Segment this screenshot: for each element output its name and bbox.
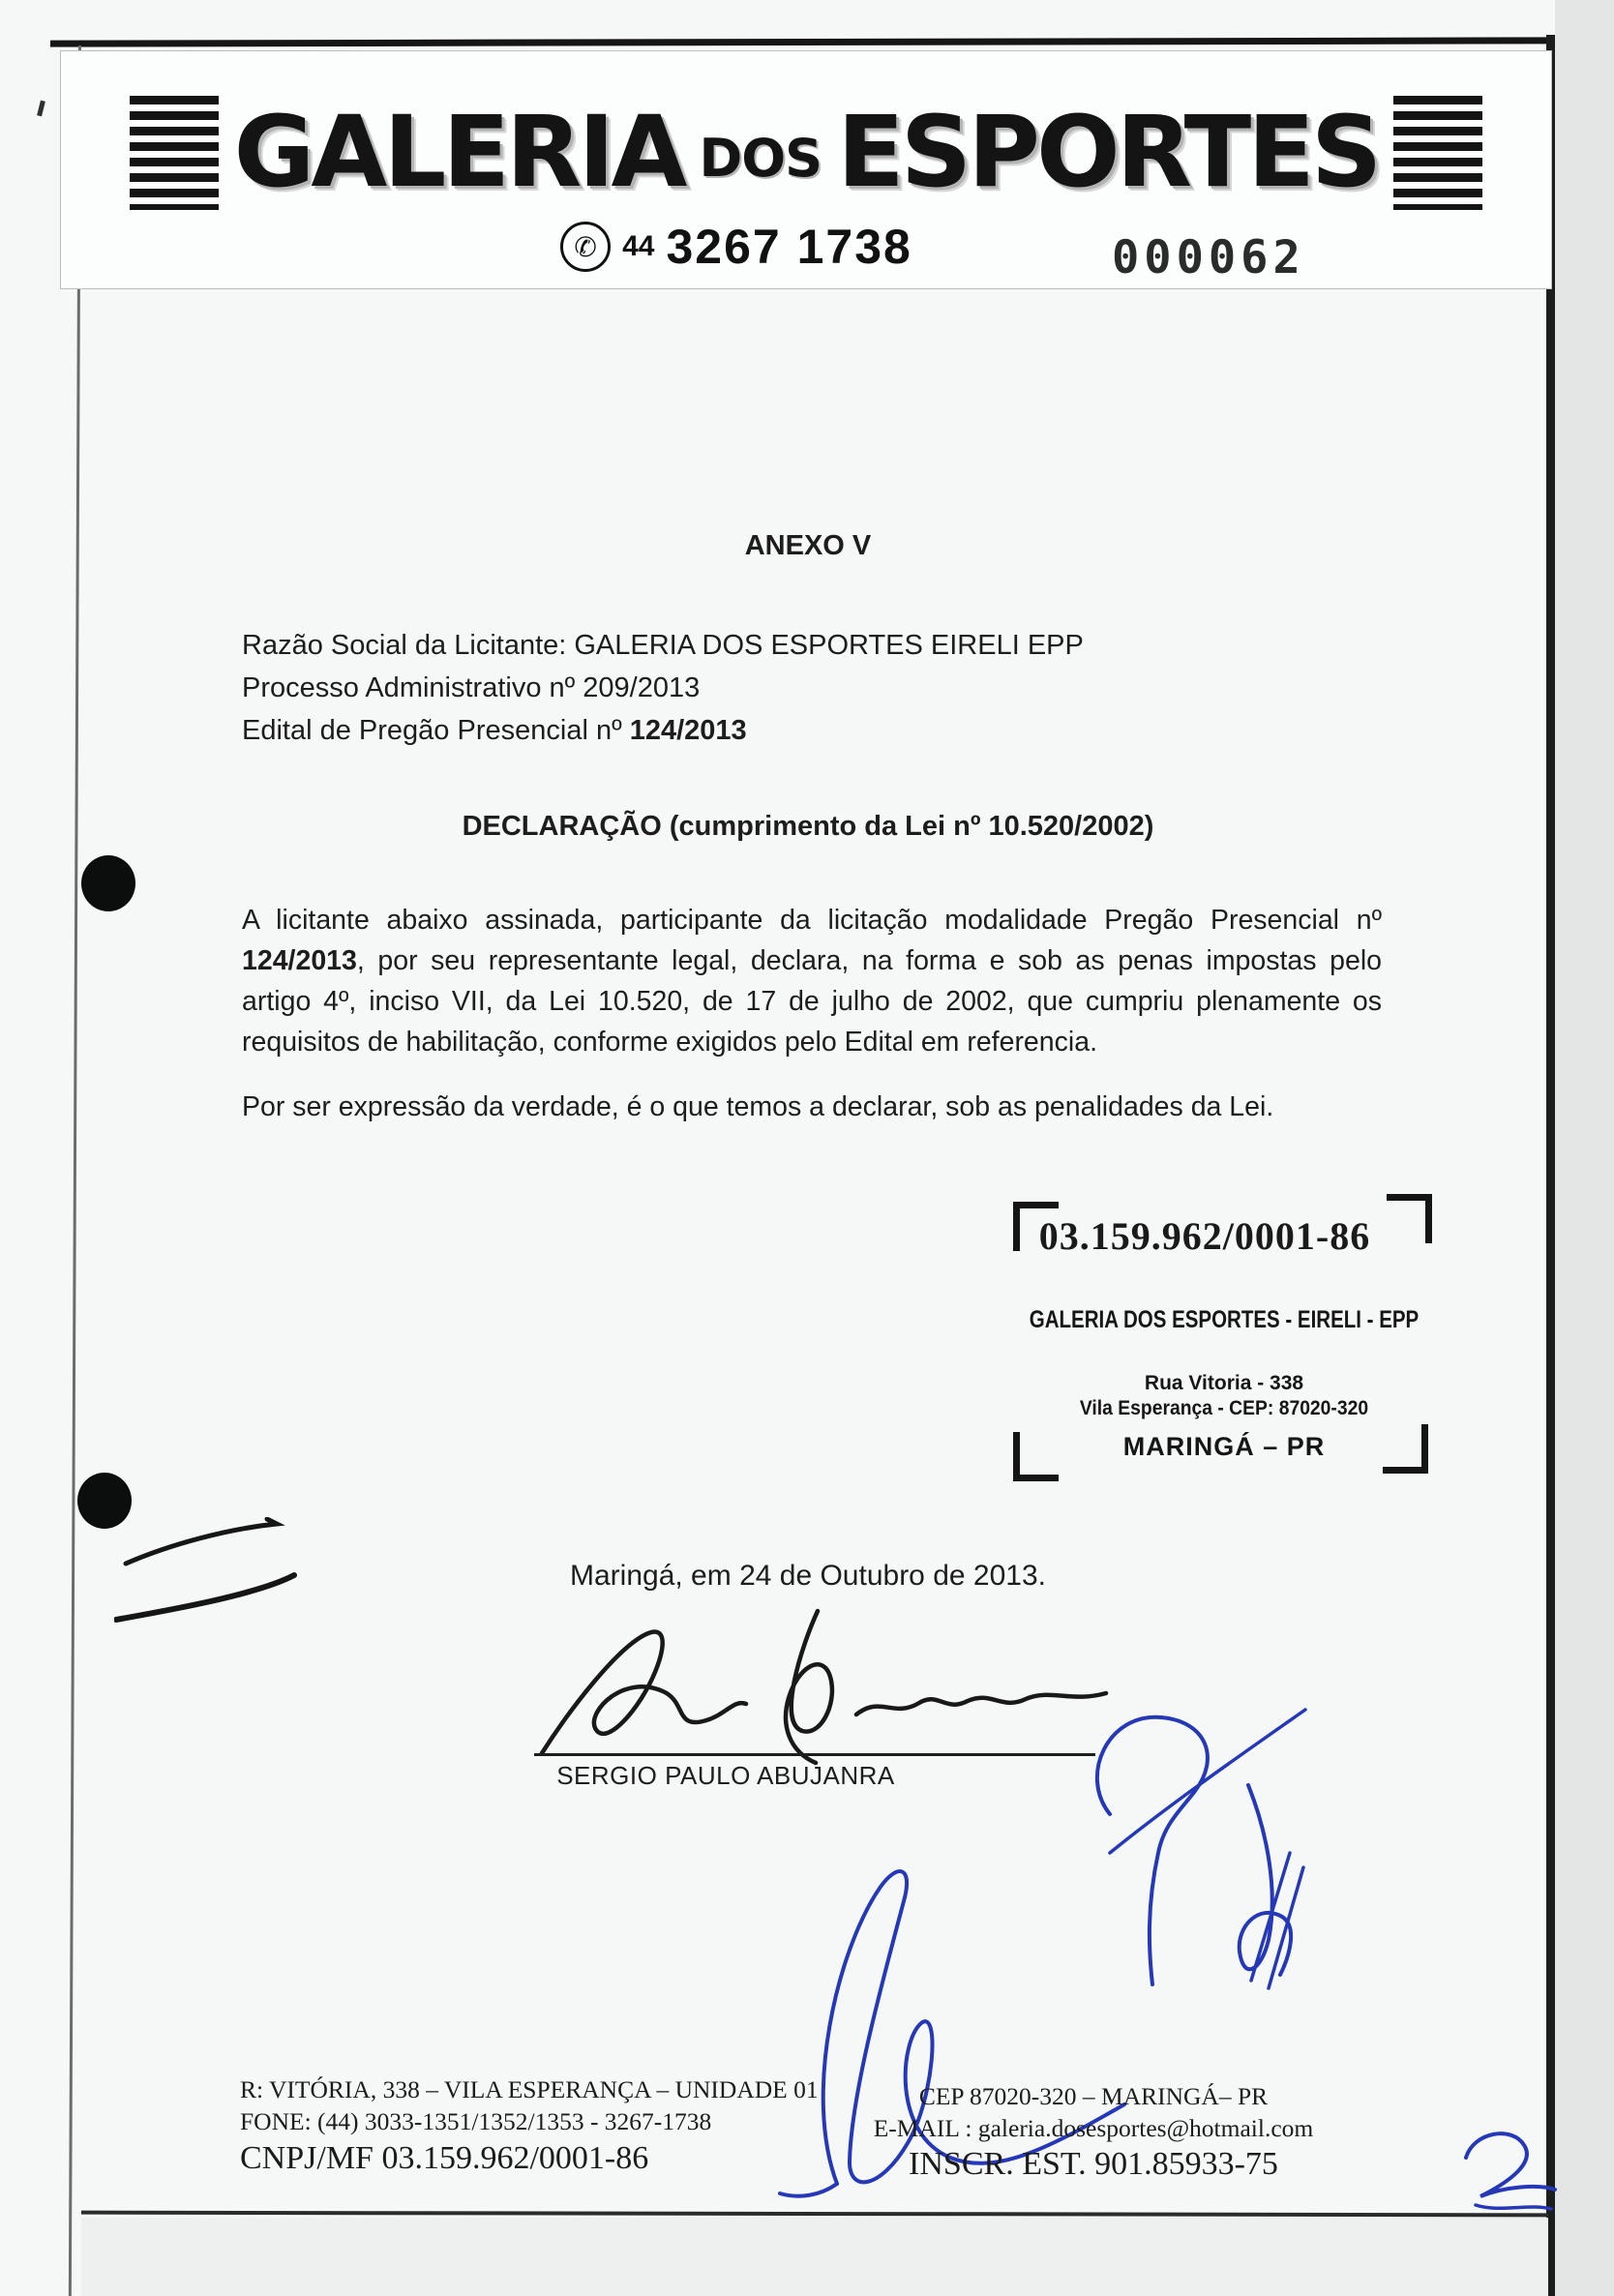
stamp-cnpj-number: 03.159.962/0001-86 (1038, 1214, 1371, 1258)
letterhead (60, 50, 1552, 289)
signer-name: SERGIO PAULO ABUJANRA (556, 1761, 895, 1790)
company-logo (90, 80, 1522, 225)
stamp-company-name: GALERIA DOS ESPORTES - EIRELI - EPP (1029, 1306, 1420, 1333)
page-numbering-stamp: 000062 (1112, 231, 1305, 284)
phone-number: 3267 1738 (666, 220, 912, 274)
edital-prefix: Edital de Pregão Presencial nº (242, 715, 630, 746)
footer-cep: CEP 87020-320 – MARINGÁ– PR (918, 2082, 1269, 2110)
logo-word-galeria: GALERIA (233, 95, 684, 210)
page-bottom-edge (81, 2211, 1548, 2218)
logo-stripes-left-icon (130, 96, 219, 210)
footer-address: R: VITÓRIA, 338 – VILA ESPERANÇA – UNIDADE 01 (240, 2075, 819, 2103)
scan-outside-area (1555, 0, 1614, 2296)
date-line: Maringá, em 24 de Outubro de 2013. (570, 1560, 1046, 1592)
page-top-edge (50, 37, 1560, 46)
cnpj-rubber-stamp (953, 1192, 1495, 1487)
phone-area-code: 44 (622, 230, 655, 262)
logo-word-esportes: ESPORTES (837, 95, 1379, 210)
blue-initials-mark (1050, 1698, 1311, 2008)
stamp-address-line1: Rua Vitoria - 338 (1144, 1372, 1304, 1394)
paragraph1-part1: A licitante abaixo assinada, participante da licitação modalidade Pregão Presencial nº (242, 905, 1382, 936)
footer-left-column (240, 2073, 898, 2180)
phone-icon: ✆ (560, 222, 611, 272)
stamp-bracket-bottom-left (1013, 1432, 1059, 1481)
declaration-paragraph (242, 900, 1382, 1062)
footer-cnpj: CNPJ/MF 03.159.962/0001-86 (240, 2140, 649, 2176)
hole-punch-top (81, 855, 135, 911)
logo-word-dos: DOS (699, 128, 822, 189)
footer-inscr: INSCR. EST. 901.85933-75 (909, 2146, 1278, 2182)
stamp-bracket-top-right (1387, 1194, 1432, 1243)
company-line: Razão Social da Licitante: GALERIA DOS ESPORTES EIRELI EPP (242, 630, 1084, 661)
page-left-edge (69, 45, 81, 2296)
signature-line (534, 1753, 1095, 1756)
edital-line (242, 709, 1379, 752)
closing-paragraph: Por ser expressão da verdade, é o que temos a declarar, sob as penalidades da Lei. (242, 1091, 1274, 1122)
scan-bottom-area (81, 2218, 1548, 2296)
stamp-bracket-bottom-right (1383, 1424, 1428, 1474)
blue-paraph-mark (1447, 2124, 1563, 2216)
paragraph1-number: 124/2013 (242, 945, 357, 976)
page-right-edge (1546, 35, 1555, 2296)
annex-title: ANEXO V (744, 530, 872, 561)
edital-number: 124/2013 (629, 715, 747, 746)
logo-stripes-right-icon (1393, 96, 1482, 210)
bidder-info-block (242, 624, 1379, 752)
scan-speck (37, 101, 45, 117)
black-signature (527, 1606, 1127, 1771)
footer-right-column (852, 2080, 1335, 2185)
paragraph1-part2: , por seu representante legal, declara, na forma e sob as penas impostas pelo artigo 4º, inciso VII, da Lei 10.520, de 17 de julho de 2002, que cumpriu plenamente os requisitos de habilitação, conforme exigidos pelo Edital em referencia. (242, 945, 1382, 1058)
stamp-address-line2: Vila Esperança - CEP: 87020-320 (1079, 1397, 1369, 1419)
declaration-title: DECLARAÇÃO (cumprimento da Lei nº 10.520/2002) (462, 811, 1154, 842)
process-line: Processo Administrativo nº 209/2013 (242, 672, 701, 703)
stamp-city-state: MARINGÁ – PR (1122, 1432, 1326, 1461)
footer-phone: FONE: (44) 3033-1351/1352/1353 - 3267-1738 (240, 2107, 712, 2135)
footer-email: E-MAIL : galeria.dosesportes@hotmail.com (873, 2114, 1314, 2142)
